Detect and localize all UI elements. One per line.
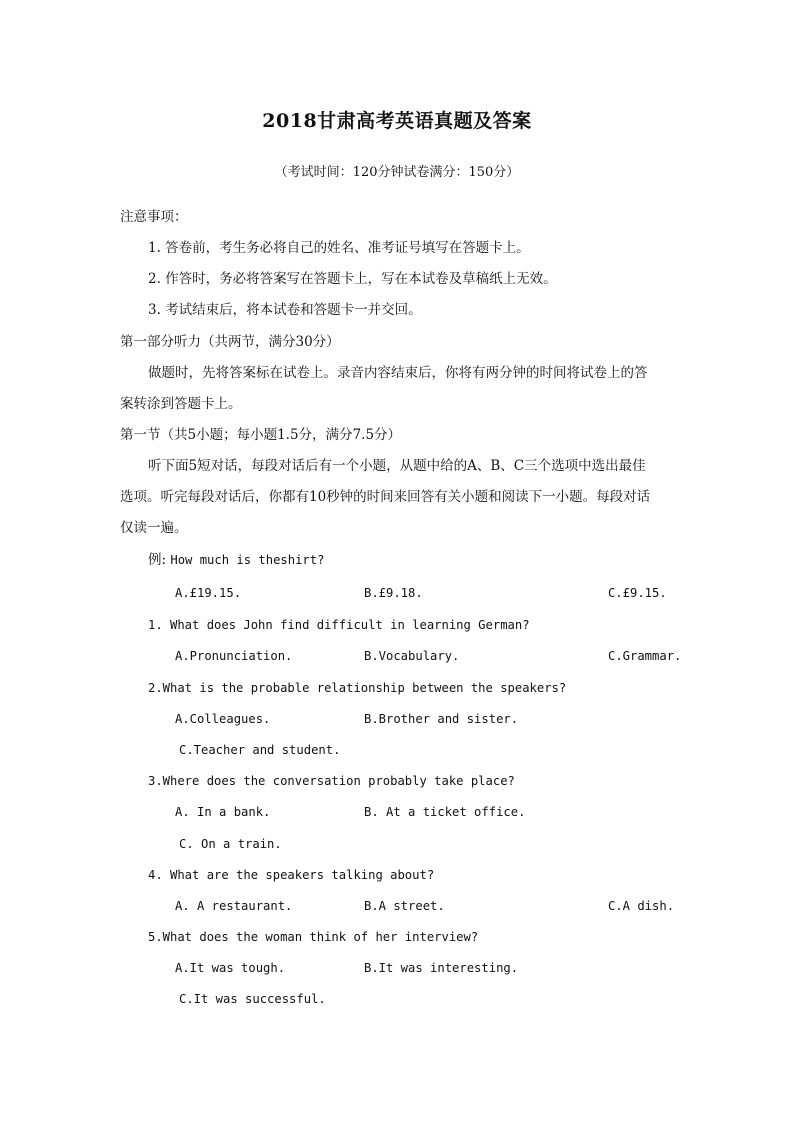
part1-heading: 第一部分听力（共两节，满分30分） [120, 334, 340, 350]
question-5-text: 5.What does the woman think of her interview? [148, 930, 479, 944]
question-2-option-a: A.Colleagues. [175, 712, 271, 726]
note-item: 2. 作答时，务必将答案写在答题卡上，写在本试卷及草稿纸上无效。 [148, 271, 557, 287]
question-1-option-c: C.Grammar. [608, 649, 682, 663]
page-title: 2018甘肃高考英语真题及答案 [262, 110, 532, 132]
note-item: 1. 答卷前，考生务必将自己的姓名、准考证号填写在答题卡上。 [148, 240, 530, 256]
section1-instruction-line: 选项。听完每段对话后，你都有10秒钟的时间来回答有关小题和阅读下一小题。每段对话 [120, 489, 651, 505]
exam-time-info: （考试时间：120分钟试卷满分：150分） [274, 165, 520, 180]
question-3-option-a: A. In a bank. [175, 805, 271, 819]
example-option-c: C.£9.15. [608, 586, 667, 600]
question-1-text: 1. What does John find difficult in learning German? [148, 618, 530, 632]
question-3-option-c: C. On a train. [179, 837, 282, 851]
section1-heading: 第一节（共5小题；每小题1.5分，满分7.5分） [120, 427, 402, 443]
example-option-b: B.£9.18. [364, 586, 423, 600]
note-item: 3. 考试结束后，将本试卷和答题卡一并交回。 [148, 302, 422, 318]
question-2-option-b: B.Brother and sister. [364, 712, 519, 726]
question-5-option-c: C.It was successful. [179, 992, 326, 1006]
example-question [148, 551, 324, 569]
part1-instruction-line: 做题时，先将答案标在试卷上。录音内容结束后，你将有两分钟的时间将试卷上的答 [148, 365, 648, 381]
question-3-option-b: B. At a ticket office. [364, 805, 526, 819]
example-prefix: 例: [148, 552, 167, 568]
question-4-option-a: A. A restaurant. [175, 899, 293, 913]
section1-instruction-line: 仅读一遍。 [120, 520, 188, 536]
question-2-option-c: C.Teacher and student. [179, 743, 341, 757]
question-4-option-b: B.A street. [364, 899, 445, 913]
question-2-text: 2.What is the probable relationship between the speakers? [148, 681, 567, 695]
question-4-text: 4. What are the speakers talking about? [148, 868, 435, 882]
example-question-text: How much is theshirt? [170, 553, 325, 567]
question-5-option-a: A.It was tough. [175, 961, 286, 975]
example-option-a: A.£19.15. [175, 586, 242, 600]
question-1-option-a: A.Pronunciation. [175, 649, 293, 663]
part1-instruction-line: 案转涂到答题卡上。 [120, 396, 242, 412]
notes-heading: 注意事项： [120, 209, 188, 225]
question-3-text: 3.Where does the conversation probably take place? [148, 774, 515, 788]
section1-instruction-line: 听下面5短对话，每段对话后有一个小题，从题中给的A、B、C三个选项中选出最佳 [148, 458, 646, 474]
question-5-option-b: B.It was interesting. [364, 961, 519, 975]
question-1-option-b: B.Vocabulary. [364, 649, 460, 663]
question-4-option-c: C.A dish. [608, 899, 675, 913]
